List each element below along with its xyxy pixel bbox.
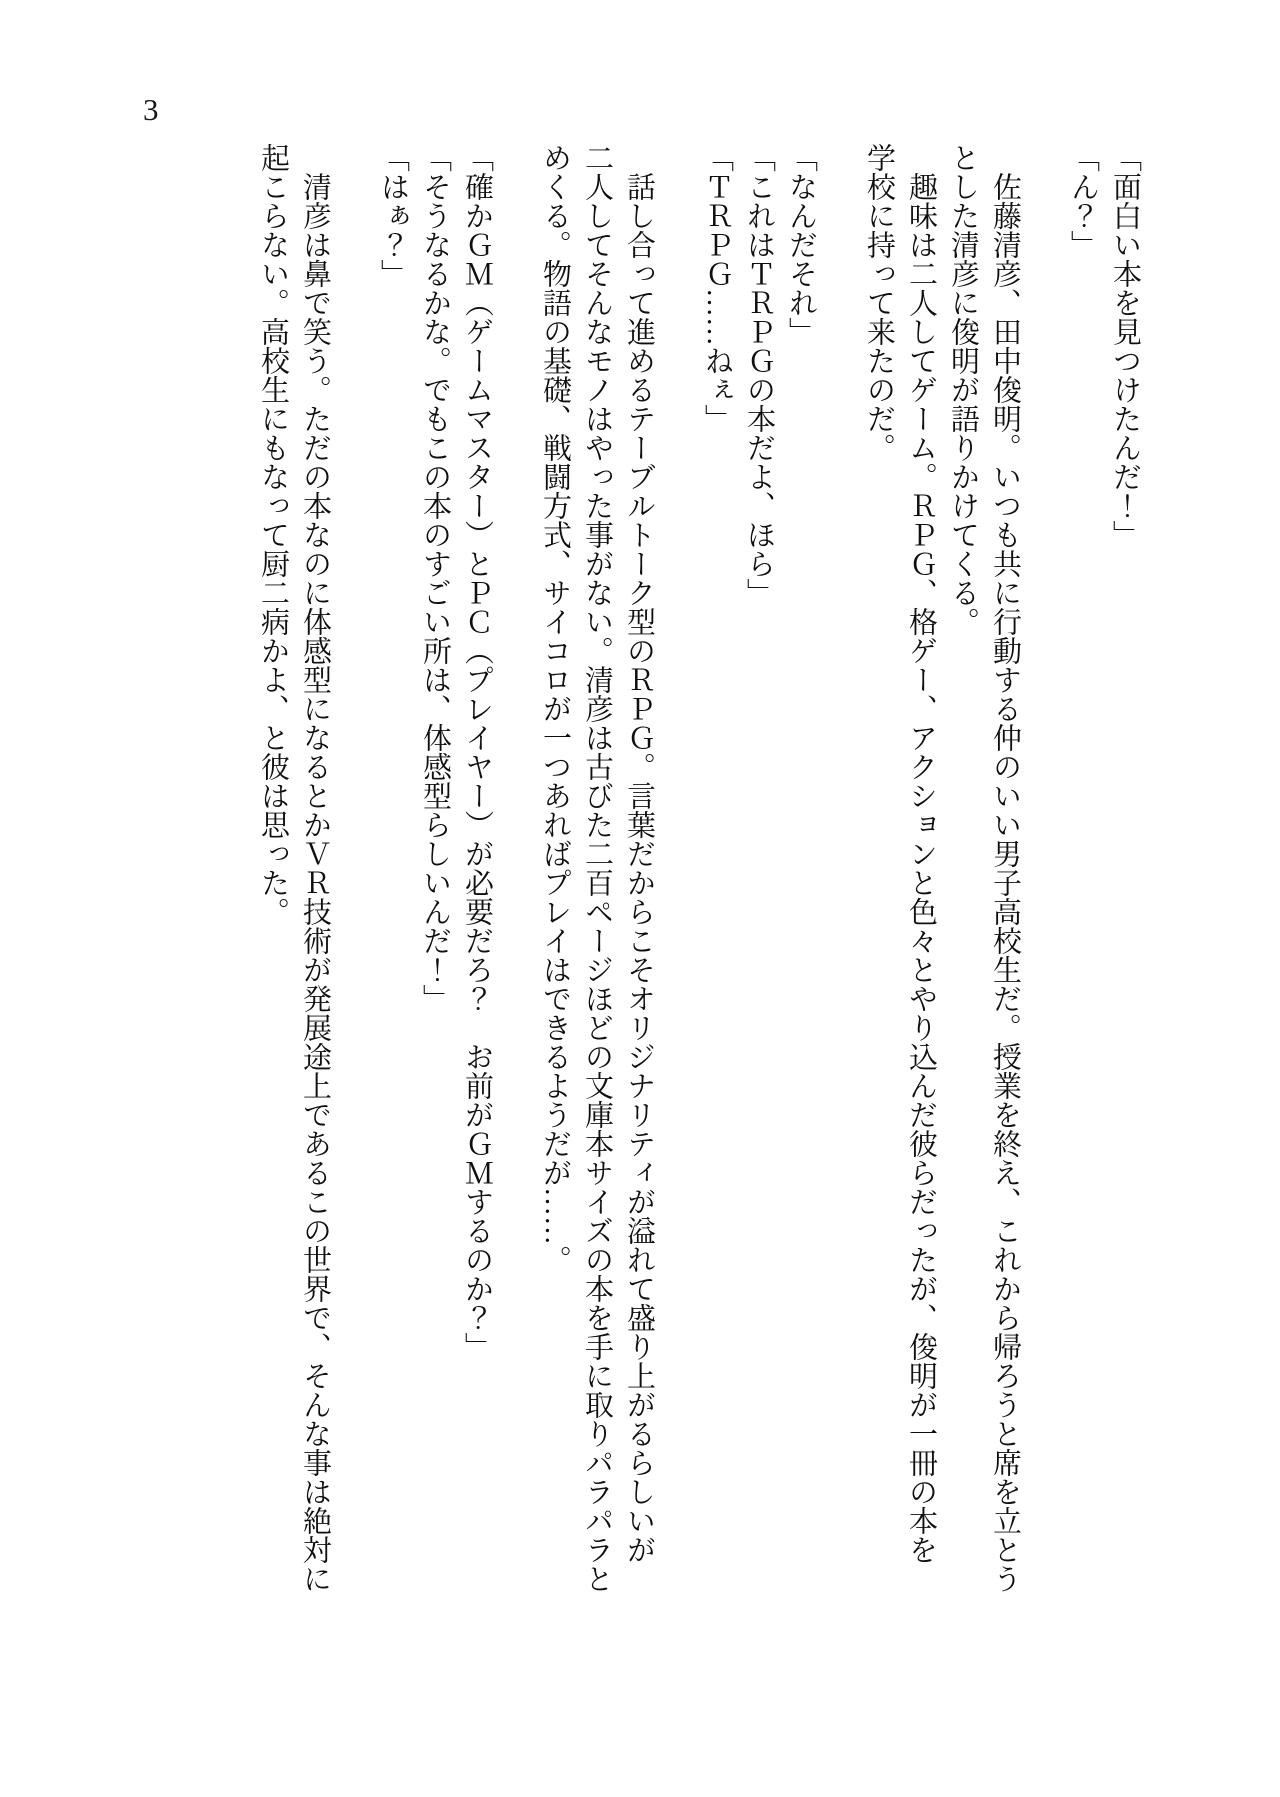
- text-column: めくる。物語の基礎、戦闘方式、サイコロが一つあればプレイはできるようだが……。: [539, 143, 571, 1274]
- text-column: 趣味は二人してゲーム。ＲＰＧ、格ゲー、アクションと色々とやり込んだ彼らだったが、俊明が一冊の本を: [905, 172, 937, 1564]
- text-column: 「ＴＲＰＧ……ねぇ」: [701, 143, 733, 433]
- text-column: 「ん？」: [1067, 143, 1099, 259]
- text-column: 「はぁ？」: [377, 143, 409, 288]
- text-column: 起こらない。高校生にもなって厨二病かよ、と彼は思った。: [257, 143, 289, 926]
- text-column: 清彦は鼻で笑う。ただの本なのに体感型になるとかＶＲ技術が発展途上であるこの世界で、そんな事は絶対に: [299, 172, 331, 1593]
- text-column: 佐藤清彦、田中俊明。いつも共に行動する仲のいい男子高校生だ。授業を終え、これから帰ろうと席を立とう: [989, 172, 1021, 1593]
- text-column: 「そうなるかな。でもこの本のすごい所は、体感型らしいんだ！」: [419, 143, 451, 1013]
- text-column: 「これはＴＲＰＧの本だよ、ほら」: [743, 143, 775, 607]
- text-column: 話し合って進めるテーブルトーク型のＲＰＧ。言葉だからこそオリジナリティが溢れて盛り上がるらしいが: [623, 172, 655, 1564]
- text-column: 「なんだそれ」: [785, 143, 817, 346]
- text-column: 「面白い本を見つけたんだ！」: [1109, 143, 1141, 549]
- text-column: 二人してそんなモノはやった事がない。清彦は古びた二百ページほどの文庫本サイズの本を手に取りパラパラと: [581, 143, 613, 1593]
- text-column: 「確かＧＭ（ゲームマスター）とＰＣ（プレイヤー）が必要だろ？ お前がＧＭするのか？」: [461, 143, 493, 1361]
- vertical-text-block: [252, 143, 1146, 1653]
- page-number: 3: [143, 92, 159, 127]
- text-column: 学校に持って来たのだ。: [863, 143, 895, 462]
- text-column: とした清彦に俊明が語りかけてくる。: [947, 143, 979, 636]
